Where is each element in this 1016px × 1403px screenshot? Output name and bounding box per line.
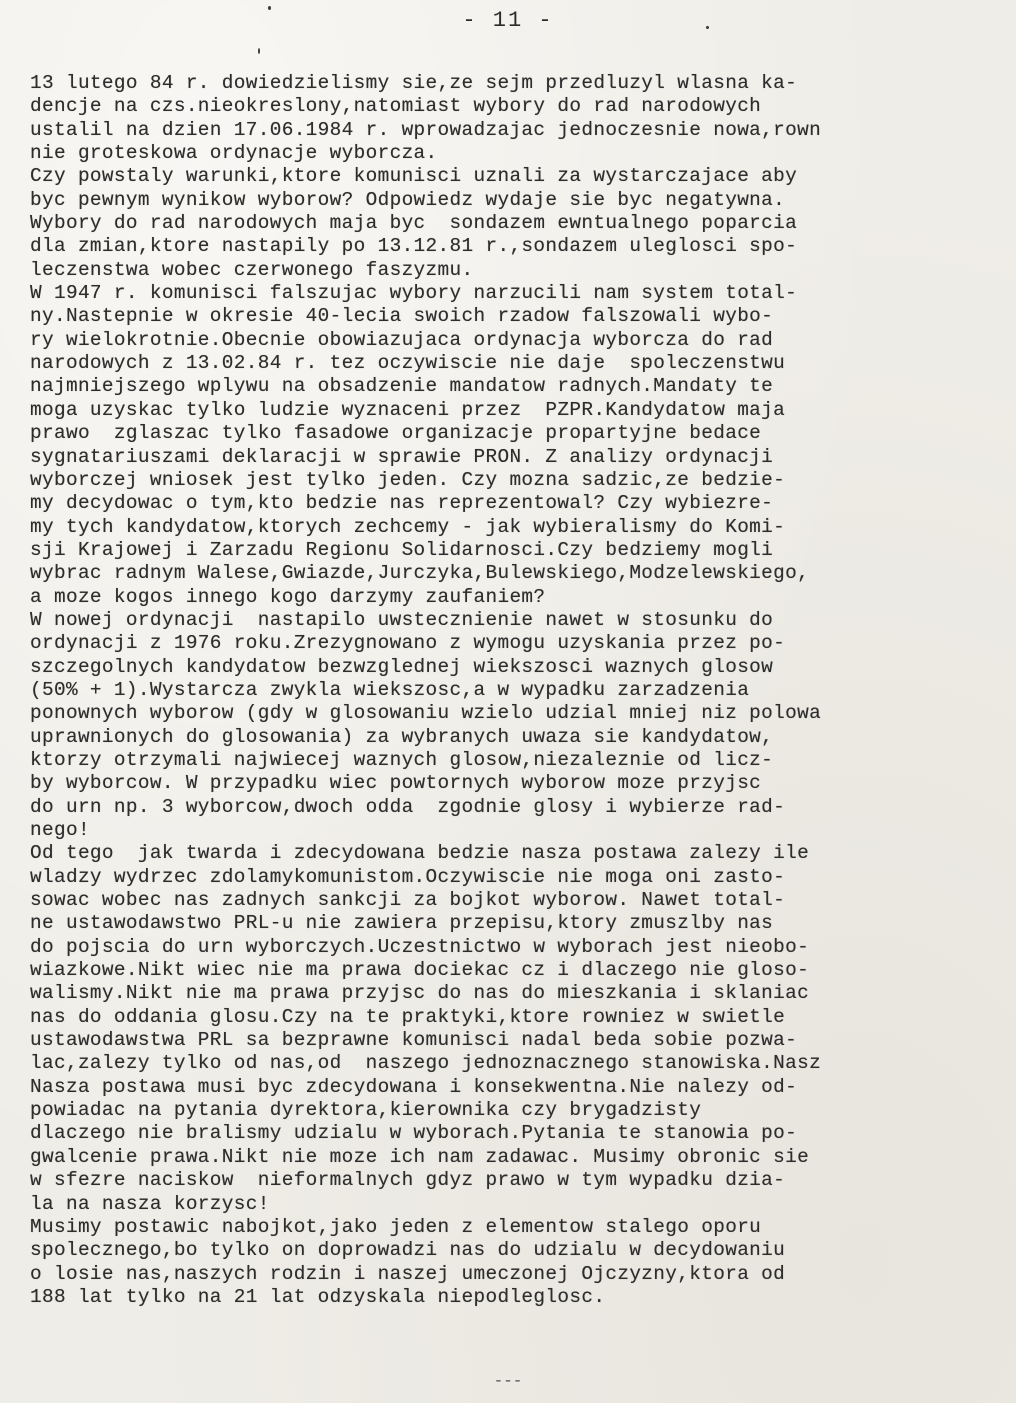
text-line: o losie nas,naszych rodzin i naszej umeczonej Ojczyzny,ktora od xyxy=(30,1262,786,1285)
text-line: ny.Nastepnie w okresie 40-lecia swoich rzadow falszowali wybo- xyxy=(30,305,774,328)
text-line: gwalcenie prawa.Nikt nie moze ich nam zadawac. Musimy obronic sie xyxy=(30,1145,810,1168)
text-line: lac,zalezy tylko od nas,od naszego jednoznacznego stanowiska.Nasz xyxy=(30,1052,822,1075)
text-line: uprawnionych do glosowania) za wybranych uwaza sie kandydatow, xyxy=(30,725,774,748)
ink-speck xyxy=(258,48,260,54)
text-line: ustalil na dzien 17.06.1984 r. wprowadzajac jednoczesnie nowa,rown xyxy=(30,118,822,141)
text-line: wiazkowe.Nikt wiec nie ma prawa dociekac cz i dlaczego nie glosо- xyxy=(30,959,810,982)
page-number: - 11 - xyxy=(462,8,554,33)
ink-speck xyxy=(268,6,271,10)
text-line: najmniejszego wplywu na obsadzenie mandatow radnych.Mandaty te xyxy=(30,375,774,398)
text-line: Od tego jak twarda i zdecydowana bedzie nasza postawa zalezy ile xyxy=(30,842,810,865)
text-line: w sfezre naciskow nieformalnych gdyz prawo w tym wypadku dzia- xyxy=(30,1169,786,1192)
text-line: prawo zglaszac tylko fasadowe organizacje propartyjne bedace xyxy=(30,422,762,445)
text-line: narodowych z 13.02.84 r. tez oczywiscie nie daje spoleczenstwu xyxy=(30,352,786,375)
text-line: dencje na czs.nieokreslony,natomiast wybory do rad narodowych xyxy=(30,95,762,118)
text-line: Wybory do rad narodowych maja byc sondazem ewntualnego poparcia xyxy=(30,212,798,235)
text-line: a moze kogos innego kogo darzymy zaufaniem? xyxy=(30,585,546,608)
text-line: (50% + 1).Wystarcza zwykla wiekszosc,a w wypadku zarzadzenia xyxy=(30,678,750,701)
text-line: wladzy wydrzec zdolamykomunistom.Oczywiscie nie moga oni zasto- xyxy=(30,865,786,888)
text-line: W nowej ordynacji nastapilo uwstecznienie nawet w stosunku do xyxy=(30,608,774,631)
end-mark: --- xyxy=(493,1372,523,1390)
text-line: wyborczej wniosek jest tylko jeden. Czy mozna sadzic,ze bedzie- xyxy=(30,468,786,491)
text-line: dlaczego nie bralismy udzialu w wyborach.Pytania te stanowia po- xyxy=(30,1122,798,1145)
text-line: byc pewnym wynikow wyborow? Odpowiedz wydaje sie byc negatywna. xyxy=(30,188,786,211)
text-line: ordynacji z 1976 roku.Zrezygnowano z wymogu uzyskania przez po- xyxy=(30,632,786,655)
text-line: by wyborcow. W przypadku wiec powtornych wyborow moze przyjsc xyxy=(30,772,762,795)
text-line: nas do oddania glosu.Czy na te praktyki,ktore rowniez w swietle xyxy=(30,1005,786,1028)
text-line: wybrac radnym Walese,Gwiazde,Jurczyka,Bulewskiego,Modzelewskiego, xyxy=(30,562,810,585)
text-line: sowac wobec nas zadnych sankcji za bojkot wyborow. Nawet total- xyxy=(30,889,786,912)
ink-speck xyxy=(706,26,709,29)
text-line: 188 lat tylko na 21 lat odzyskala niepodleglosc. xyxy=(30,1285,606,1308)
text-line: dla zmian,ktore nastapily po 13.12.81 r.,sondazem ulegloscі spo- xyxy=(30,235,798,258)
text-line: ustawodawstwa PRL sa bezprawne komunisci nadal beda sobie pozwa- xyxy=(30,1029,798,1052)
text-line: walismy.Nikt nie ma prawa przyjsc do nas do mieszkania i sklaniac xyxy=(30,982,810,1005)
text-line: my tych kandydatow,ktorych zechcemy - jak wybieralismy do Komi- xyxy=(30,515,786,538)
text-line: 13 lutego 84 r. dowiedzielismy sie,ze sejm przedluzyl wlasna ka- xyxy=(30,72,798,94)
text-line: W 1947 r. komunisci falszujac wybory narzucili nam system total- xyxy=(30,282,798,305)
text-line: leczenstwa wobec czerwonego faszyzmu. xyxy=(30,258,474,281)
text-line: Nasza postawa musi byc zdecydowana i konsekwentna.Nie nalezy od- xyxy=(30,1075,798,1098)
text-line: do urn np. 3 wyborcow,dwoch odda zgodnie glosy i wybierze rad- xyxy=(30,795,786,818)
text-line: nie groteskowa ordynacje wyborcza. xyxy=(30,142,438,165)
text-line: ktorzy otrzymali najwiecej waznych glosow,niezaleznie od licz- xyxy=(30,748,774,771)
text-line: ponownych wyborow (gdy w glosowaniu wzielo udzial mniej niz polowa xyxy=(30,702,822,725)
text-line: sygnatariuszami deklaracji w sprawie PRON. Z analizy ordynacji xyxy=(30,445,774,468)
text-line: Musimy postawic nabojkot,jako jeden z elementow stalego oporu xyxy=(30,1215,762,1238)
text-line: moga uzyskac tylko ludzie wyznaceni przez PZPR.Kandydatow maja xyxy=(30,398,786,421)
text-line: ne ustawodawstwo PRL-u nie zawiera przepisu,ktory zmuszlby nas xyxy=(30,912,774,935)
text-line: powiadac na pytania dyrektora,kierownika czy brygadzisty xyxy=(30,1099,702,1122)
text-line: spolecznego,bo tylko on doprowadzi nas do udzialu w decydowaniu xyxy=(30,1239,786,1262)
text-line: ry wielokrotnie.Obecnie obowiazujaca ordynacja wyborcza do rad xyxy=(30,328,774,351)
text-line: nego! xyxy=(30,819,90,841)
text-line: Czy powstaly warunki,ktore komunisci uznali za wystarczajace aby xyxy=(30,165,798,188)
typed-body-text xyxy=(30,72,1000,1309)
text-line: szczegolnych kandydatow bezwzglednej wiekszosci waznych glosow xyxy=(30,655,774,678)
text-line: do pojscia do urn wyborczych.Uczestnictwo w wyborach jest nieobo- xyxy=(30,935,810,958)
text-line: la na nasza korzysc! xyxy=(30,1192,270,1215)
text-line: my decydowac o tym,kto bedzie nas reprezentowal? Czy wybiezre- xyxy=(30,492,774,515)
text-line: sji Krajowej i Zarzadu Regionu Solidarnosci.Czy bedziemy mogli xyxy=(30,538,774,561)
